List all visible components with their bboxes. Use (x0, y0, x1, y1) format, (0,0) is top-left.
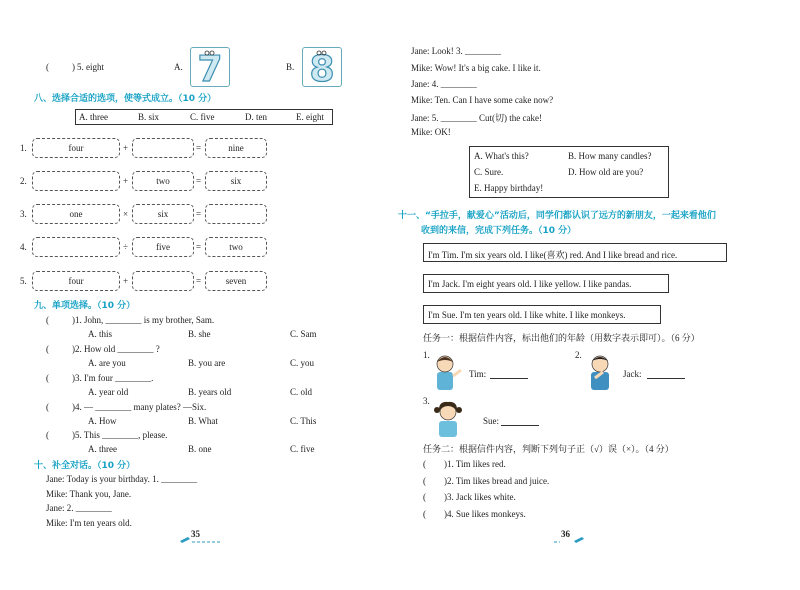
option-d: D. ten (245, 112, 267, 122)
judge-text: )1. Tim likes red. (444, 459, 506, 469)
box-b[interactable]: five (132, 237, 194, 257)
section-10-title: 十、补全对话。（10 分） (34, 461, 136, 471)
letter-jack (423, 274, 669, 293)
equals-sign: = (196, 143, 202, 153)
paren: ( (423, 509, 426, 519)
question-text: )2. How old ________ ? (72, 344, 160, 354)
box-c[interactable] (205, 204, 267, 224)
paren: ( (46, 402, 49, 412)
dialogue-line-9: Jane: 5. ________ Cut(切) the cake! (411, 113, 542, 123)
options-box (75, 109, 333, 125)
section-11-title-cont: 收到的来信，完成下列任务。（10 分） (421, 226, 577, 236)
letter-text: I'm Jack. I'm eight years old. I like yellow. I like pandas. (428, 279, 632, 289)
page-number: 36 (561, 529, 570, 539)
q5-text: 5. eight (77, 62, 104, 72)
box-b[interactable]: two (132, 171, 194, 191)
operator: × (123, 209, 129, 219)
equals-sign: = (196, 242, 202, 252)
option-c: C. five (190, 112, 215, 122)
boy-jack-icon (583, 352, 619, 392)
question-text: )4. — ________ many plates? —Six. (72, 402, 207, 412)
letter-text: I'm Sue. I'm ten years old. I like white. I like monkeys. (428, 310, 626, 320)
person-number: 1. (423, 350, 430, 360)
dialogue-line-10: Mike: OK! (411, 127, 451, 137)
dialogue-line-8: Mike: Ten. Can I have some cake now? (411, 95, 554, 105)
jack-label: Jack: (623, 369, 642, 379)
dialogue-options-box (469, 146, 669, 198)
choice-a[interactable]: A. three (88, 444, 117, 454)
tim-age-input[interactable] (490, 378, 528, 379)
letter-sue (423, 305, 661, 324)
option-d: D. How old are you? (568, 167, 644, 177)
option-a: A. What's this? (474, 151, 529, 161)
box-c[interactable]: six (205, 171, 267, 191)
pencil-icon (178, 534, 222, 544)
eight-digit-icon (303, 48, 341, 86)
option-b: B. How many candles? (568, 151, 652, 161)
letter-text: I'm Tim. I'm six years old. I like(喜欢) red. And I like bread and rice. (428, 250, 678, 260)
paren: ( (46, 344, 49, 354)
person-number: 2. (575, 350, 582, 360)
box-c[interactable]: nine (205, 138, 267, 158)
tim-label: Tim: (469, 369, 487, 379)
paren-close: ) (72, 62, 75, 72)
dialogue-line-4: Mike: I'm ten years old. (46, 518, 132, 528)
choice-a[interactable]: A. are you (88, 358, 126, 368)
sue-age-input[interactable] (501, 425, 539, 426)
paren: ( (46, 430, 49, 440)
sue-label: Sue: (483, 416, 500, 426)
choice-a[interactable]: A. year old (88, 387, 129, 397)
row-number: 1. (20, 143, 27, 153)
box-b[interactable] (132, 271, 194, 291)
choice-b[interactable]: B. years old (188, 387, 232, 397)
svg-text:7: 7 (197, 49, 223, 86)
option-e: E. eight (296, 112, 324, 122)
box-c[interactable]: two (205, 237, 267, 257)
section-8-title: 八、选择合适的选项，使等式成立。（10 分） (34, 94, 217, 104)
paren: ( (46, 315, 49, 325)
dialogue-line-2: Mike: Thank you, Jane. (46, 489, 132, 499)
box-c[interactable]: seven (205, 271, 267, 291)
dialogue-line-3: Jane: 2. ________ (46, 503, 112, 513)
choice-b[interactable]: B. you are (188, 358, 226, 368)
dialogue-line-5: Jane: Look! 3. ________ (411, 46, 501, 56)
paren: ( (423, 492, 426, 502)
paren: ( (46, 62, 49, 72)
page-number: 35 (191, 529, 200, 539)
equals-sign: = (196, 176, 202, 186)
option-a: A. three (79, 112, 108, 122)
choice-b[interactable]: B. one (188, 444, 212, 454)
choice-c[interactable]: C. This (290, 416, 317, 426)
letter-tim (423, 243, 727, 262)
operator: ÷ (123, 242, 128, 252)
task-2-title: 任务二：根据信件内容，判断下列句子正（√）误（×）。（4 分） (423, 444, 674, 454)
person-number: 3. (423, 396, 430, 406)
choice-b[interactable]: B. What (188, 416, 218, 426)
box-a[interactable] (32, 237, 120, 257)
paren: ( (423, 459, 426, 469)
svg-text:8: 8 (309, 49, 335, 86)
girl-sue-icon (428, 399, 468, 439)
box-a[interactable] (32, 171, 120, 191)
dialogue-line-7: Jane: 4. ________ (411, 79, 477, 89)
row-number: 2. (20, 176, 27, 186)
option-b: B. six (138, 112, 160, 122)
option-b-label[interactable]: B. (286, 62, 295, 72)
choice-a[interactable]: A. this (88, 329, 113, 339)
option-a-label[interactable]: A. (174, 62, 183, 72)
section-11-title: 十一、“手拉手，献爱心”活动后，同学们都认识了远方的新朋友，一起来看他们 (398, 211, 716, 221)
choice-c[interactable]: C. old (290, 387, 313, 397)
operator: + (123, 143, 129, 153)
box-a[interactable]: one (32, 204, 120, 224)
box-a[interactable]: four (32, 271, 120, 291)
row-number: 4. (20, 242, 27, 252)
digit-card-b (302, 47, 342, 87)
box-a[interactable]: four (32, 138, 120, 158)
question-text: )3. I'm four ________. (72, 373, 154, 383)
paren: ( (423, 476, 426, 486)
choice-b[interactable]: B. she (188, 329, 211, 339)
row-number: 5. (20, 276, 27, 286)
seven-digit-icon (191, 48, 229, 86)
question-text: )5. This ________, please. (72, 430, 168, 440)
box-b[interactable] (132, 138, 194, 158)
digit-card-a (190, 47, 230, 87)
paren: ( (46, 373, 49, 383)
question-text: )1. John, ________ is my brother, Sam. (72, 315, 215, 325)
choice-c[interactable]: C. you (290, 358, 315, 368)
equals-sign: = (196, 209, 202, 219)
pencil-icon (552, 534, 596, 544)
page-number-left (178, 531, 222, 549)
section-9-title: 九、单项选择。（10 分） (34, 301, 136, 311)
equals-sign: = (196, 276, 202, 286)
jack-age-input[interactable] (647, 378, 685, 379)
judge-text: )3. Jack likes white. (444, 492, 516, 502)
task-1-title: 任务一：根据信件内容，标出他们的年龄（用数字表示即可）。（6 分） (423, 333, 700, 343)
operator: + (123, 276, 129, 286)
box-b[interactable]: six (132, 204, 194, 224)
choice-c[interactable]: C. five (290, 444, 315, 454)
judge-text: )2. Tim likes bread and juice. (444, 476, 550, 486)
judge-text: )4. Sue likes monkeys. (444, 509, 526, 519)
operator: + (123, 176, 129, 186)
page-number-right (552, 531, 596, 549)
option-c: C. Sure. (474, 167, 504, 177)
boy-tim-icon (428, 352, 464, 392)
dialogue-line-1: Jane: Today is your birthday. 1. ________ (46, 474, 198, 484)
choice-a[interactable]: A. How (88, 416, 117, 426)
dialogue-line-6: Mike: Wow! It's a big cake. I like it. (411, 63, 541, 73)
row-number: 3. (20, 209, 27, 219)
choice-c[interactable]: C. Sam (290, 329, 317, 339)
option-e: E. Happy birthday! (474, 183, 544, 193)
